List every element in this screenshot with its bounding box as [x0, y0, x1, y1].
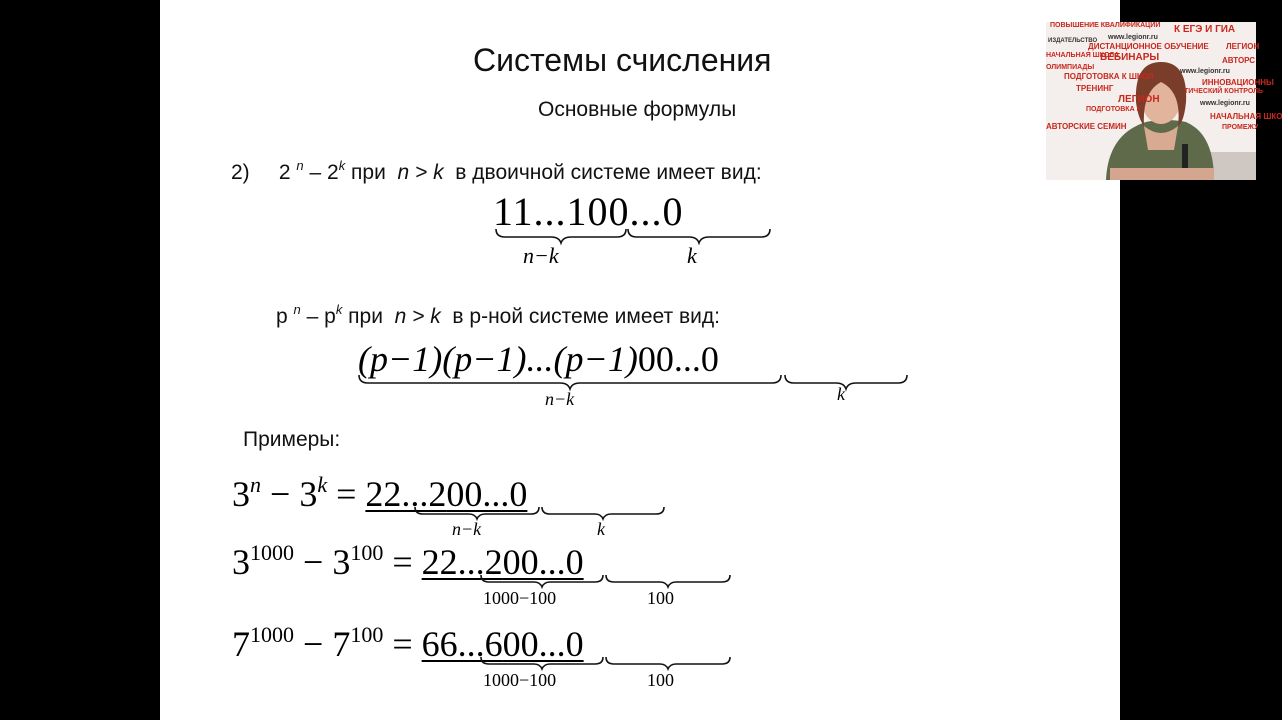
word-when: при	[348, 305, 383, 328]
banner-text: ОЛИМПИАДЫ	[1046, 64, 1095, 71]
banner-text: www.legionr.ru	[1108, 34, 1158, 41]
description: в двоичной системе имеет вид:	[455, 161, 762, 184]
brace-right	[605, 656, 731, 670]
label-k: 100	[647, 670, 674, 690]
banner-text: ВЕБИНАРЫ	[1100, 52, 1160, 63]
power-term-n: 2 $^n$	[278, 158, 304, 184]
brace-left	[414, 506, 540, 520]
label-k: k	[687, 243, 697, 268]
banner-text: НАЧАЛЬНАЯ ШКО	[1210, 112, 1282, 121]
minus-sign: –	[306, 305, 319, 328]
brace-left	[358, 374, 782, 390]
brace-left	[480, 656, 604, 670]
banner-text: АВТОРС	[1222, 56, 1256, 65]
banner-text: ПРОМЕЖУ	[1222, 124, 1259, 131]
banner-text: ТРЕНИНГ	[1076, 84, 1114, 93]
brace-right	[541, 506, 665, 520]
brace-right	[605, 574, 731, 588]
banner-text: АВТОРСКИЕ СЕМИН	[1046, 122, 1127, 131]
example-3: $7^{1000} - 7^{100} = 66...600...0$	[232, 622, 584, 664]
banner-text: НАЧАЛЬНАЯ ШКОЛА	[1046, 52, 1120, 59]
item-2-statement	[231, 158, 762, 185]
banner-text: ПОВЫШЕНИЕ КВАЛИФИКАЦИИ	[1050, 22, 1161, 29]
description: в р-ной системе имеет вид:	[452, 305, 720, 328]
zeros-group: 00...0	[587, 189, 684, 234]
zeros-group: 00...0	[637, 339, 719, 379]
banner-text: www.legionr.ru	[1180, 68, 1230, 75]
banner-text: ЛЕГИОН	[1118, 94, 1160, 105]
banner-text: ПОДГОТОВКА К ШКОЛ	[1064, 72, 1154, 81]
banner-text: www.legionr.ru	[1200, 100, 1250, 107]
banner-text: ЛЕГИОН	[1226, 42, 1260, 51]
minus-sign: –	[309, 161, 322, 184]
condition: n > k	[394, 305, 441, 328]
banner-text: К ЕГЭ И ГИА	[1174, 24, 1236, 35]
item-p-statement	[276, 302, 720, 329]
example-1: $3^n - 3^k = 22...200...0$	[232, 472, 528, 514]
slide-title: Системы счисления	[473, 42, 772, 78]
label-k: k	[597, 519, 605, 539]
examples-label: Примеры:	[243, 428, 341, 451]
banner-text: ПОДГОТОВКА К	[1086, 106, 1141, 113]
banner-text: ТИЧЕСКИЙ КОНТРОЛЬ	[1184, 88, 1264, 95]
item-number: 2)	[231, 161, 250, 184]
label-n-minus-k: 1000−100	[483, 670, 557, 690]
condition: n > k	[397, 161, 444, 184]
label-n-minus-k: n−k	[523, 243, 559, 268]
brace-left	[480, 574, 604, 588]
slide-subtitle: Основные формулы	[538, 98, 737, 121]
ones-group: 11...1	[493, 189, 588, 234]
slide	[160, 0, 1120, 720]
banner-text: ИЗДАТЕЛЬСТВО	[1048, 38, 1098, 44]
label-k: 100	[647, 588, 674, 608]
label-k: k	[837, 384, 845, 404]
power-term-k: $p^k$	[324, 302, 343, 328]
label-n-minus-k: n−k	[545, 389, 575, 409]
power-term-n: p $^n$	[276, 302, 301, 328]
label-n-minus-k: 1000−100	[483, 588, 557, 608]
word-when: при	[351, 161, 386, 184]
label-n-minus-k: n−k	[452, 519, 482, 539]
webcam-video	[1046, 22, 1282, 180]
example-2: $3^{1000} - 3^{100} = 22...200...0$	[232, 540, 584, 582]
brace-right	[784, 374, 908, 390]
brace-left	[495, 228, 627, 244]
brace-right	[627, 228, 771, 244]
banner-text: ИННОВАЦИОННЫ	[1202, 78, 1274, 87]
power-term-k: 2$^k$	[327, 158, 346, 184]
banner-text: ДИСТАНЦИОННОЕ ОБУЧЕНИЕ	[1088, 42, 1209, 51]
digits-group: (p−1)(p−1)...(p−1)	[358, 339, 638, 379]
